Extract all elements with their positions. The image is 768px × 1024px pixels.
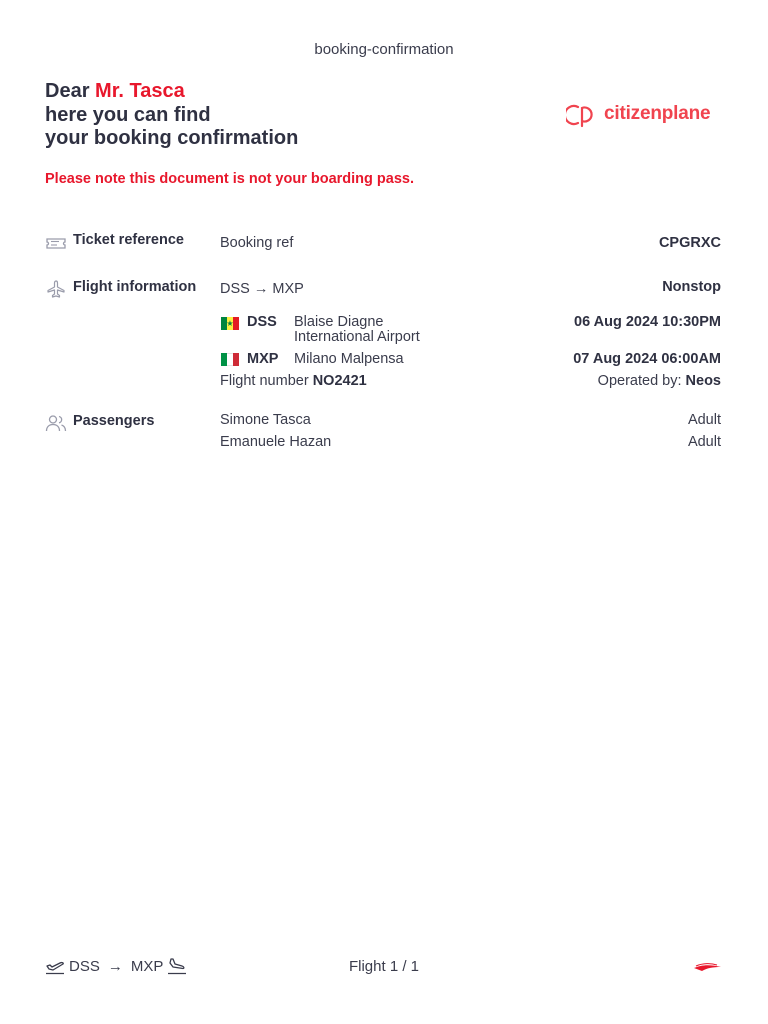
greeting-line-3: your booking confirmation: [45, 127, 299, 149]
plane-icon: [45, 280, 67, 298]
departure-datetime: 06 Aug 2024 10:30PM: [574, 314, 721, 330]
arrival-airport: Milano Malpensa: [294, 351, 404, 367]
flight-number-label: Flight number: [220, 373, 309, 389]
italy-flag-icon: [221, 353, 239, 366]
arrival-datetime: 07 Aug 2024 06:00AM: [573, 351, 721, 367]
departure-airport-line-1: Blaise Diagne: [294, 314, 384, 330]
footer-arrow: →: [107, 957, 123, 975]
booking-ref-label: Booking ref: [220, 235, 294, 251]
greeting-line-1: [45, 80, 298, 104]
flight-stops: Nonstop: [662, 279, 721, 295]
passenger-1-name: Simone Tasca: [220, 412, 311, 428]
ticket-reference-label: Ticket reference: [73, 232, 184, 248]
footer-page-indicator: Flight 1 / 1: [348, 958, 420, 975]
flight-route: DSS → MXP: [220, 281, 304, 297]
arrival-code: MXP: [247, 351, 279, 367]
passengers-label: Passengers: [73, 413, 155, 429]
passenger-name: Mr. Tasca: [95, 80, 185, 102]
operated-by-label: Operated by:: [597, 373, 682, 389]
departure-code: DSS: [247, 314, 277, 330]
logo-text: citizenplane: [604, 103, 711, 124]
greeting-prefix: Dear: [45, 80, 90, 102]
operated-by: [598, 373, 721, 389]
flight-number-value: NO2421: [312, 373, 367, 389]
flight-information-label: Flight information: [73, 279, 197, 295]
citizenplane-logo-icon: [566, 99, 600, 129]
departure-airport-line-2: International Airport: [294, 329, 420, 345]
footer-from: DSS: [69, 957, 100, 975]
flight-number: [220, 373, 367, 389]
greeting-line-2: here you can find: [45, 103, 211, 126]
passenger-1-type: Adult: [687, 412, 721, 428]
greeting-heading: [45, 80, 298, 151]
passenger-2-type: Adult: [687, 434, 721, 450]
document-title: booking-confirmation: [314, 41, 454, 58]
airline-logo-icon: [693, 961, 723, 973]
ticket-icon: [45, 234, 67, 252]
operated-by-value: Neos: [685, 373, 721, 389]
passenger-2-name: Emanuele Hazan: [220, 434, 332, 450]
booking-ref-value: CPGRXC: [658, 235, 721, 251]
citizenplane-logo: [566, 98, 726, 130]
footer-to: MXP: [130, 957, 164, 975]
senegal-flag-icon: ★: [221, 317, 239, 330]
users-icon: [45, 414, 67, 432]
boarding-pass-notice: Please note this document is not your boarding pass.: [45, 171, 415, 187]
